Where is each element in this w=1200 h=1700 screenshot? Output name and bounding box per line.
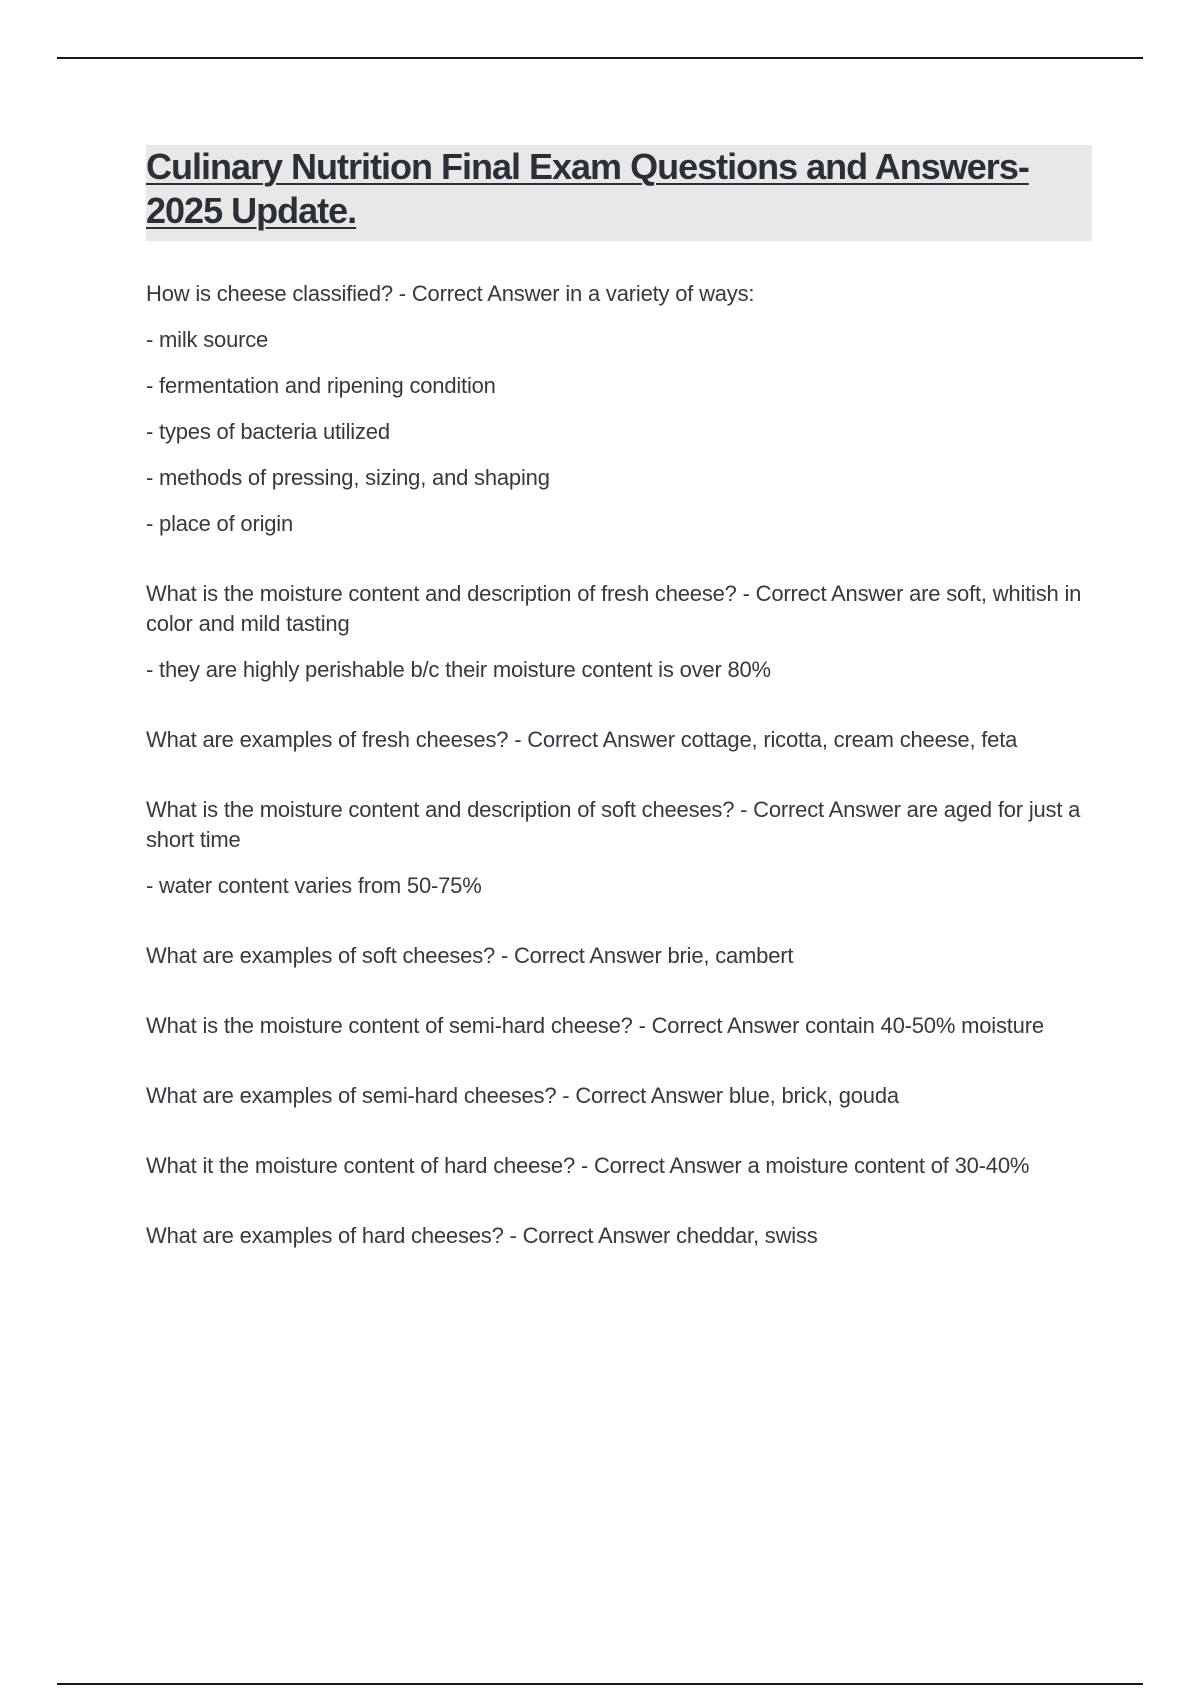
- qa-text: - milk source: [146, 327, 269, 352]
- qa-text: What is the moisture content of semi-hard cheese? - Correct Answer contain 40-50% moisture: [146, 1013, 1044, 1038]
- qa-item: [146, 1081, 1092, 1111]
- qa-item: [146, 941, 1092, 971]
- qa-text: - place of origin: [146, 511, 294, 536]
- qa-item: [146, 1151, 1092, 1181]
- qa-text: What is the moisture content and description of soft cheeses? - Correct Answer are aged for just a short time: [146, 797, 1081, 852]
- qa-text: What are examples of semi-hard cheeses? - Correct Answer blue, brick, gouda: [146, 1083, 899, 1108]
- qa-text: - types of bacteria utilized: [146, 419, 390, 444]
- qa-item: [146, 1221, 1092, 1251]
- top-divider: [57, 57, 1143, 59]
- qa-text: - water content varies from 50-75%: [146, 873, 482, 898]
- title-banner: [146, 145, 1092, 241]
- qa-text: - they are highly perishable b/c their moisture content is over 80%: [146, 657, 771, 682]
- qa-item: [146, 579, 1092, 685]
- qa-text: What are examples of fresh cheeses? - Correct Answer cottage, ricotta, cream cheese, feta: [146, 727, 1018, 752]
- qa-text: What are examples of soft cheeses? - Correct Answer brie, cambert: [146, 943, 794, 968]
- qa-text: What is the moisture content and description of fresh cheese? - Correct Answer are soft, whitish in color and mild tasting: [146, 581, 1082, 636]
- qa-text: - methods of pressing, sizing, and shaping: [146, 465, 550, 490]
- qa-item: [146, 1011, 1092, 1041]
- document-body: [146, 145, 1092, 1291]
- qa-text: - fermentation and ripening condition: [146, 373, 496, 398]
- qa-list: [146, 279, 1092, 1251]
- bottom-divider: [57, 1683, 1143, 1685]
- qa-text: How is cheese classified? - Correct Answer in a variety of ways:: [146, 281, 755, 306]
- qa-text: What it the moisture content of hard cheese? - Correct Answer a moisture content of 30-40%: [146, 1153, 1030, 1178]
- qa-item: [146, 725, 1092, 755]
- page-title: Culinary Nutrition Final Exam Questions and Answers- 2025 Update.: [146, 146, 1029, 231]
- qa-text: What are examples of hard cheeses? - Correct Answer cheddar, swiss: [146, 1223, 818, 1248]
- qa-item: [146, 279, 1092, 539]
- qa-item: [146, 795, 1092, 901]
